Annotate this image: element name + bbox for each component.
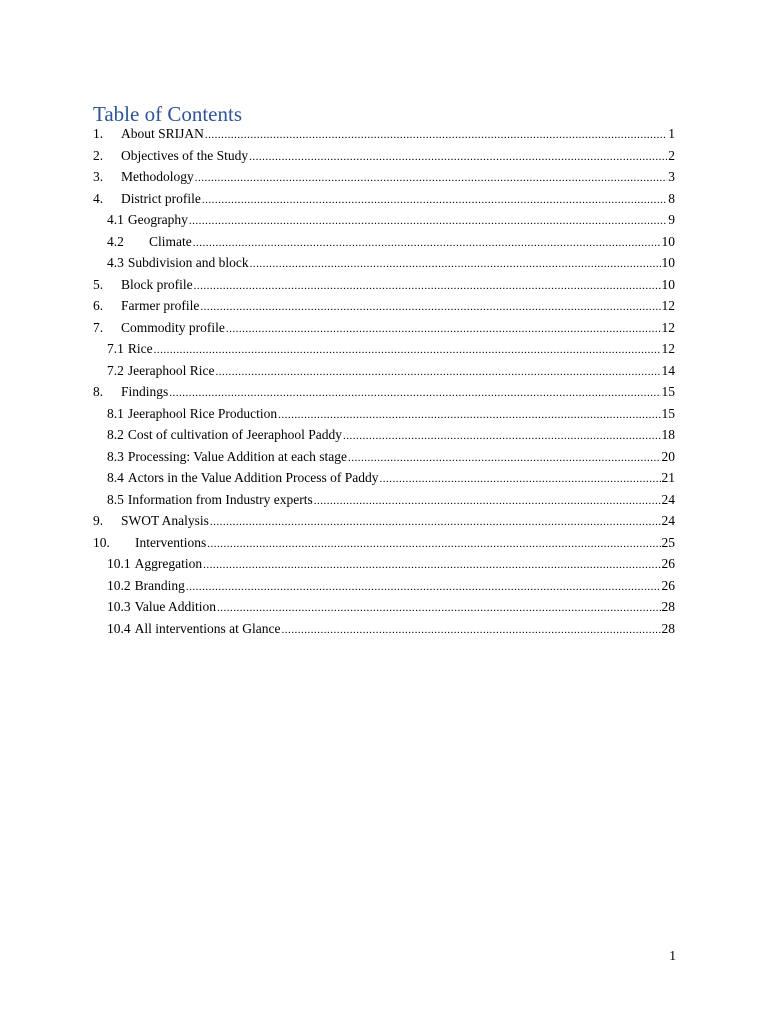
toc-subentry[interactable] <box>93 596 675 618</box>
toc-entry[interactable] <box>93 145 675 167</box>
toc-entry-page: 8 <box>668 190 675 206</box>
toc-entry-number: 9. <box>93 513 104 528</box>
toc-dot-leader <box>249 147 667 167</box>
toc-entry[interactable] <box>93 123 675 145</box>
toc-dot-leader <box>200 297 660 317</box>
toc-entry-page: 12 <box>661 341 675 356</box>
toc-list <box>93 123 675 639</box>
toc-entry-page: 26 <box>661 556 675 571</box>
toc-entry-page: 20 <box>661 448 675 464</box>
toc-subentry[interactable] <box>93 252 675 274</box>
toc-entry-title: Jeeraphool Rice <box>127 362 215 378</box>
toc-subentry[interactable] <box>93 618 675 640</box>
toc-entry[interactable] <box>93 381 675 403</box>
toc-dot-leader <box>343 426 661 446</box>
toc-entry-number: 7.2 <box>107 362 124 378</box>
toc-entry-page: 12 <box>661 319 675 335</box>
toc-entry-title: Climate <box>149 233 192 249</box>
toc-entry-title: Branding <box>134 577 185 593</box>
toc-entry-page: 21 <box>661 470 675 485</box>
toc-entry-title: District profile <box>121 190 201 206</box>
toc-entry[interactable] <box>93 510 675 532</box>
toc-entry-number: 4.2 <box>107 233 124 249</box>
toc-dot-leader <box>202 190 667 210</box>
toc-subentry[interactable] <box>93 424 675 446</box>
toc-entry-page: 10 <box>661 255 675 270</box>
toc-entry-page: 18 <box>661 427 675 442</box>
toc-dot-leader <box>379 469 660 489</box>
toc-entry-page: 9 <box>668 212 675 227</box>
toc-dot-leader <box>186 577 661 597</box>
toc-entry-number: 7.1 <box>107 341 124 356</box>
toc-dot-leader <box>169 383 660 403</box>
toc-entry-number: 10.2 <box>107 577 131 593</box>
toc-entry-number: 4.3 <box>107 255 124 270</box>
toc-subentry[interactable] <box>93 360 675 382</box>
toc-entry-number: 10. <box>93 534 110 550</box>
toc-dot-leader <box>250 254 661 274</box>
toc-entry-number: 10.3 <box>107 599 131 614</box>
toc-entry[interactable] <box>93 317 675 339</box>
toc-entry-title: Aggregation <box>134 556 203 571</box>
toc-entry[interactable] <box>93 532 675 554</box>
toc-entry-title: Actors in the Value Addition Process of Paddy <box>127 470 379 485</box>
toc-entry-page: 3 <box>668 169 675 184</box>
toc-entry-page: 14 <box>661 362 675 378</box>
toc-entry-title: Cost of cultivation of Jeeraphool Paddy <box>127 427 342 442</box>
toc-entry-title: Rice <box>127 341 153 356</box>
toc-entry-title: Findings <box>121 384 169 399</box>
toc-subentry[interactable] <box>93 446 675 468</box>
toc-heading: Table of Contents <box>93 102 242 126</box>
toc-dot-leader <box>210 512 661 532</box>
toc-entry-title: Subdivision and block <box>127 255 249 270</box>
toc-entry-title: Objectives of the Study <box>121 147 249 163</box>
toc-entry-title: Value Addition <box>134 599 216 614</box>
toc-dot-leader <box>205 125 667 145</box>
toc-subentry[interactable] <box>93 403 675 425</box>
toc-entry-page: 25 <box>661 534 675 550</box>
toc-entry-number: 8. <box>93 384 104 399</box>
toc-dot-leader <box>203 555 660 575</box>
toc-entry-page: 24 <box>661 491 675 507</box>
toc-entry-number: 8.4 <box>107 470 124 485</box>
toc-entry-page: 24 <box>661 513 675 528</box>
toc-entry-title: Processing: Value Addition at each stage <box>127 448 347 464</box>
toc-entry[interactable] <box>93 274 675 296</box>
toc-entry-page: 10 <box>661 276 675 292</box>
toc-entry-number: 8.2 <box>107 427 124 442</box>
toc-dot-leader <box>215 362 660 382</box>
toc-dot-leader <box>226 319 661 339</box>
toc-entry-number: 8.1 <box>107 405 124 421</box>
toc-entry-title: Geography <box>127 212 188 227</box>
toc-entry-page: 2 <box>668 147 675 163</box>
toc-entry-title: SWOT Analysis <box>121 513 209 528</box>
toc-entry-title: Farmer profile <box>121 298 200 313</box>
toc-entry-number: 8.5 <box>107 491 124 507</box>
toc-dot-leader <box>348 448 661 468</box>
toc-entry-page: 26 <box>661 577 675 593</box>
toc-dot-leader <box>314 491 661 511</box>
toc-entry-title: Jeeraphool Rice Production <box>127 405 278 421</box>
toc-entry-title: Information from Industry experts <box>127 491 313 507</box>
toc-dot-leader <box>281 620 660 640</box>
toc-entry-page: 15 <box>661 405 675 421</box>
toc-entry-page: 1 <box>668 126 675 141</box>
toc-subentry[interactable] <box>93 553 675 575</box>
toc-subentry[interactable] <box>93 231 675 253</box>
toc-entry-title: All interventions at Glance <box>134 620 281 636</box>
toc-entry-number: 1. <box>93 126 104 141</box>
toc-entry-title: About SRIJAN <box>121 126 204 141</box>
toc-entry-page: 10 <box>661 233 675 249</box>
toc-entry-number: 8.3 <box>107 448 124 464</box>
toc-entry-number: 5. <box>93 276 104 292</box>
toc-entry-page: 15 <box>661 384 675 399</box>
toc-dot-leader <box>207 534 660 554</box>
toc-subentry[interactable] <box>93 338 675 360</box>
toc-entry-page: 28 <box>661 620 675 636</box>
toc-subentry[interactable] <box>93 489 675 511</box>
toc-dot-leader <box>217 598 661 618</box>
toc-entry-title: Interventions <box>135 534 207 550</box>
toc-entry-number: 3. <box>93 169 104 184</box>
toc-entry-number: 2. <box>93 147 104 163</box>
toc-subentry[interactable] <box>93 209 675 231</box>
toc-dot-leader <box>278 405 660 425</box>
toc-entry-number: 6. <box>93 298 104 313</box>
toc-subentry[interactable] <box>93 575 675 597</box>
toc-entry-number: 10.4 <box>107 620 131 636</box>
toc-entry-title: Commodity profile <box>121 319 225 335</box>
toc-dot-leader <box>193 233 661 253</box>
toc-entry-number: 10.1 <box>107 556 131 571</box>
toc-entry-page: 28 <box>661 599 675 614</box>
toc-entry[interactable] <box>93 295 675 317</box>
toc-dot-leader <box>195 168 668 188</box>
toc-dot-leader <box>194 276 661 296</box>
toc-dot-leader <box>154 340 661 360</box>
toc-entry-title: Methodology <box>121 169 194 184</box>
toc-entry[interactable] <box>93 166 675 188</box>
toc-subentry[interactable] <box>93 467 675 489</box>
toc-entry[interactable] <box>93 188 675 210</box>
toc-entry-title: Block profile <box>121 276 193 292</box>
toc-entry-number: 7. <box>93 319 104 335</box>
page-number: 1 <box>669 948 676 963</box>
toc-dot-leader <box>189 211 667 231</box>
toc-entry-page: 12 <box>661 298 675 313</box>
toc-entry-number: 4. <box>93 190 104 206</box>
toc-entry-number: 4.1 <box>107 212 124 227</box>
